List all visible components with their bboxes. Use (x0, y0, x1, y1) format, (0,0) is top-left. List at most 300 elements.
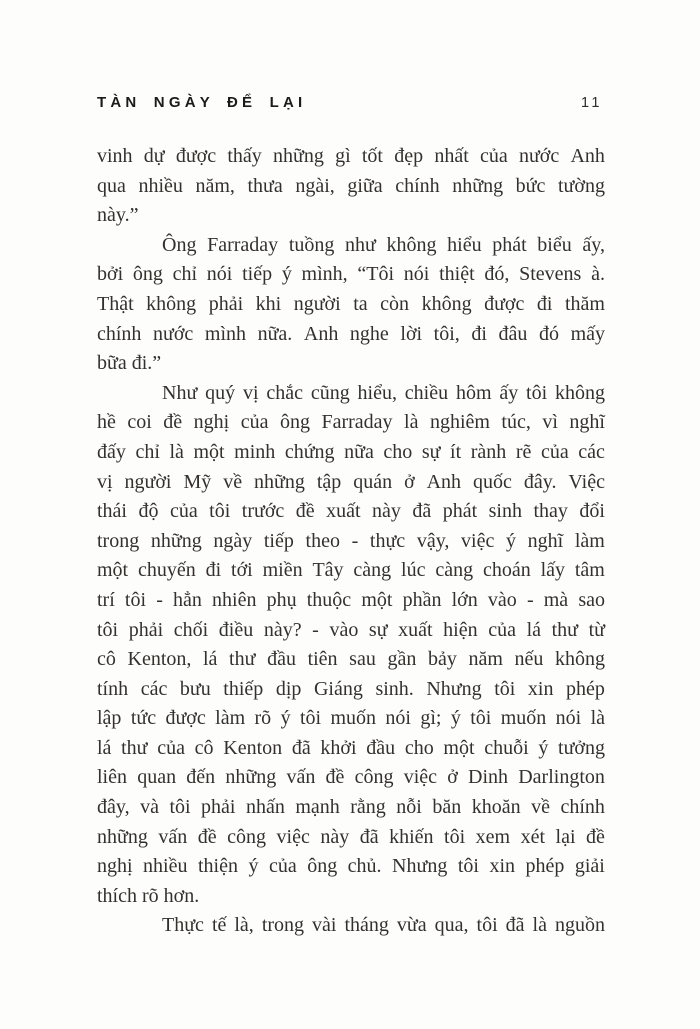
word: tiếp (263, 529, 294, 552)
word: thiện (197, 855, 238, 878)
word: - (156, 588, 163, 611)
word: sinh (488, 500, 522, 523)
word: tập (316, 470, 342, 493)
word: công (354, 766, 394, 789)
word: tiếp (242, 263, 273, 286)
word: chứng (284, 440, 335, 463)
word: hề (97, 411, 116, 434)
word: quốc (473, 470, 512, 493)
word: người (293, 292, 341, 315)
text-line (97, 556, 605, 586)
word: việc (461, 529, 495, 552)
word: là (169, 440, 184, 463)
word: đã (505, 914, 525, 937)
word: nói (555, 707, 582, 730)
word: muốn (500, 707, 547, 730)
word: thăm (564, 292, 605, 315)
text-line (97, 793, 605, 823)
word: nói (206, 263, 233, 286)
word: Kenton (223, 736, 283, 759)
word: lại (555, 825, 576, 848)
word: tôi (169, 796, 191, 819)
word: thấy (227, 145, 262, 167)
word: càng (435, 559, 474, 582)
word: ý (280, 707, 291, 730)
word: chiều (404, 381, 449, 404)
word: giữa (347, 174, 383, 197)
word: những (254, 470, 305, 493)
word: là (532, 914, 547, 937)
word: phải (201, 796, 236, 819)
text-line (97, 231, 605, 261)
word: phát (442, 500, 478, 523)
word: ý (538, 736, 549, 759)
word: những (97, 825, 148, 848)
word: các (578, 440, 605, 463)
word: ta (353, 292, 368, 315)
word: ấy, (582, 233, 605, 256)
word: Darlington (518, 766, 605, 789)
word: Stevens (519, 263, 582, 286)
word: sao (578, 588, 605, 611)
word: tôi, (433, 322, 460, 345)
word: được (484, 292, 525, 315)
word: việc (403, 766, 438, 789)
word: đề (295, 500, 315, 523)
word: tưởng (558, 736, 605, 759)
word: xuất (326, 500, 361, 523)
word: dự (143, 145, 165, 167)
text-line (97, 823, 605, 853)
word: hiểu (447, 233, 482, 256)
word: Nhưng (426, 677, 482, 700)
word: vị (242, 381, 259, 404)
word: là (590, 707, 605, 730)
word: đó (538, 322, 559, 345)
word: nữa (344, 440, 374, 463)
text-line (97, 527, 605, 557)
text-line (97, 704, 605, 734)
word: khởi (320, 736, 357, 759)
word: khoăn (471, 796, 521, 819)
running-title: TÀN NGÀY ĐỂ LẠI (97, 94, 307, 111)
text-line (97, 468, 605, 498)
word: minh (234, 440, 276, 463)
word: Farraday (207, 233, 279, 256)
word: qua (97, 174, 126, 197)
word: của (169, 500, 198, 523)
word: khiến (389, 825, 434, 848)
word: thư (121, 736, 148, 759)
word: ý (506, 529, 516, 552)
word: đổi (579, 500, 605, 523)
text-line (97, 408, 605, 438)
word: làm (215, 707, 246, 730)
text-line (97, 260, 605, 290)
word: vậy, (416, 529, 450, 552)
text-line (97, 497, 605, 527)
text-line (97, 172, 605, 202)
word: nghiêm (429, 411, 490, 434)
word: một (443, 736, 475, 759)
word: hiện (443, 618, 478, 641)
word: gần (387, 648, 417, 671)
word: phần (402, 588, 442, 611)
word: ý (450, 707, 461, 730)
word: đã (359, 825, 379, 848)
word: bức (515, 174, 546, 197)
word: tế (211, 914, 227, 937)
word: choán (482, 559, 531, 582)
text-line (97, 379, 605, 409)
word: ít (450, 440, 462, 463)
word: nhiên (212, 588, 257, 611)
word: được (165, 707, 206, 730)
word: phụ (266, 588, 297, 611)
word: hôm (455, 381, 492, 404)
word: đầu (267, 648, 296, 671)
text-line (97, 852, 605, 882)
word: túc, (501, 411, 531, 434)
word: thư (551, 618, 578, 641)
word: một (361, 588, 393, 611)
word: của (479, 145, 508, 167)
text-line (97, 675, 605, 705)
word: như (345, 233, 376, 256)
word: tôi (444, 825, 466, 848)
word: trí (97, 588, 115, 611)
word: vài (312, 914, 337, 937)
word: liên (97, 766, 127, 789)
word: mình (204, 322, 247, 345)
word: đi (205, 559, 222, 582)
word: xin (527, 677, 554, 700)
word: - (526, 588, 534, 611)
word: một (193, 440, 225, 463)
text-line (97, 142, 605, 172)
word: “Tôi (357, 263, 395, 286)
word: băn (432, 796, 462, 819)
word: hiểu, (357, 381, 397, 404)
word: ý (281, 263, 292, 286)
word: Giáng (313, 677, 363, 700)
word: xuất (398, 618, 433, 641)
word: quan (137, 766, 177, 789)
word: ông (279, 411, 310, 434)
word: vấn (158, 825, 188, 848)
word: ở (404, 470, 415, 493)
word: trong (97, 529, 140, 552)
word: không (555, 381, 605, 404)
word: đi (536, 292, 553, 315)
word: biểu (537, 233, 572, 256)
word: công (227, 825, 267, 848)
word: bảy (427, 648, 457, 671)
word: của (488, 618, 516, 641)
word: đã (291, 736, 311, 759)
word: nghe (349, 322, 389, 345)
word: việc (276, 825, 310, 848)
word: theo (305, 529, 340, 552)
word: Ông (162, 233, 197, 256)
word: à. (591, 263, 605, 286)
page-header (97, 94, 603, 111)
word: đã (412, 500, 432, 523)
word: dịp (275, 677, 302, 700)
word: chính (395, 174, 440, 197)
word: tôi (97, 618, 119, 641)
word: chủ. (347, 855, 382, 878)
word: đi (471, 322, 487, 345)
word: tôi (494, 677, 516, 700)
word: những (225, 766, 277, 789)
text-line (97, 734, 605, 764)
word: của (268, 855, 297, 878)
word: vừa (396, 914, 427, 937)
word: những (452, 174, 504, 197)
word: giải (574, 855, 605, 878)
word: tức (130, 707, 157, 730)
word: tiên (307, 648, 338, 671)
word: thuộc (306, 588, 352, 611)
word: quý (205, 381, 236, 404)
word: chối (173, 618, 209, 641)
word: cũng (310, 381, 350, 404)
word: độ (138, 500, 159, 523)
word: Mỹ (183, 470, 212, 493)
word: bưu (179, 677, 211, 700)
word: mấy (570, 322, 605, 345)
word: thực (369, 529, 406, 552)
word: đấy (97, 440, 126, 463)
word: Anh (426, 470, 462, 493)
word: mà (543, 588, 569, 611)
word: cô (194, 736, 214, 759)
word: phát (492, 233, 527, 256)
word: nghị (97, 855, 133, 878)
word: sự (368, 618, 388, 641)
page-body (97, 142, 605, 941)
word: thư (229, 648, 256, 671)
word: phép (525, 855, 565, 878)
text-line (97, 290, 605, 320)
word: cho (404, 736, 434, 759)
word: cho (383, 440, 413, 463)
text-line (97, 616, 605, 646)
word: nói (403, 263, 430, 286)
word: đẹp (394, 145, 424, 167)
word: nước (153, 322, 194, 345)
text-line (97, 763, 605, 793)
word: thay (533, 500, 568, 523)
word: tới (231, 559, 253, 582)
word: Thực (162, 914, 204, 937)
word: nếu (514, 648, 544, 671)
word: ông (307, 855, 338, 878)
word: tuồng (288, 233, 335, 256)
word: tính (97, 677, 129, 700)
word: về (223, 470, 243, 493)
word: tôi (124, 588, 147, 611)
word: Farraday (321, 411, 393, 434)
word: này (320, 825, 350, 848)
word: thái (97, 500, 127, 523)
word: lớn (451, 588, 478, 611)
word: đến (186, 766, 216, 789)
word: lá (97, 736, 112, 759)
word: tôi (299, 707, 322, 730)
word: chính (97, 322, 142, 345)
word: nhất (434, 145, 469, 167)
word: muốn (330, 707, 376, 730)
word: tâm (574, 559, 605, 582)
word: vinh (97, 145, 133, 167)
word: chuỗi (484, 736, 529, 759)
word: thiệt (439, 263, 475, 286)
word: nỗi (396, 796, 422, 819)
word: vào (329, 618, 359, 641)
word: là (404, 411, 419, 434)
word: chỉ (172, 263, 198, 286)
word: mình, (301, 263, 348, 286)
word: phải (128, 618, 164, 641)
word: đề (586, 825, 605, 848)
word: những (150, 529, 202, 552)
text-line (97, 645, 605, 675)
word: đề (325, 766, 345, 789)
word: cô (97, 648, 116, 671)
word: ngài, (295, 174, 335, 197)
word: nói (385, 707, 411, 730)
word: của (157, 736, 185, 759)
word: tôi (457, 855, 479, 878)
word: là, (234, 914, 254, 937)
word: sau (349, 648, 376, 671)
word: tháng (344, 914, 389, 937)
text-line (97, 438, 605, 468)
word: rằng (350, 796, 386, 819)
word: chắc (266, 381, 303, 404)
word: không (421, 292, 472, 315)
word: Dinh (468, 766, 509, 789)
text-line (97, 911, 605, 941)
word: của (540, 440, 569, 463)
word: xét (520, 825, 546, 848)
text-line (97, 586, 605, 616)
word: sinh. (375, 677, 414, 700)
word: một (97, 559, 129, 582)
text-line (97, 320, 605, 350)
word: không (386, 233, 437, 256)
word: gì (335, 145, 351, 167)
word: rành (470, 440, 507, 463)
word: chính (560, 796, 605, 819)
text-line: bữa đi.” (97, 352, 162, 375)
word: lá (526, 618, 541, 641)
word: ý (248, 855, 259, 878)
word: chuyến (137, 559, 196, 582)
word: điều (218, 618, 254, 641)
word: thưa (247, 174, 283, 197)
word: miền (262, 559, 303, 582)
word: nghĩ (527, 529, 564, 552)
word: làm (574, 529, 605, 552)
word: gì; (420, 707, 442, 730)
word: vì (542, 411, 558, 434)
word: nghĩ (569, 411, 605, 434)
word: nhiều (143, 855, 188, 878)
word: đây, (97, 796, 130, 819)
word: phép (566, 677, 605, 700)
word: những (273, 145, 324, 167)
word: tôi (209, 500, 231, 523)
word: được (175, 145, 217, 167)
word: Thật (97, 292, 134, 315)
word: phải (208, 292, 244, 315)
word: nước (518, 145, 560, 167)
word: Việc (568, 470, 605, 493)
word: tôi (526, 381, 548, 404)
word: của (240, 411, 269, 434)
word: rõ (254, 707, 272, 730)
word: các (140, 677, 168, 700)
word: bởi (97, 263, 124, 286)
word: về (531, 796, 550, 819)
word: không (555, 648, 605, 671)
word: vấn (286, 766, 316, 789)
word: năm (468, 648, 503, 671)
word: không (146, 292, 197, 315)
word: xem (475, 825, 511, 848)
word: ở (447, 766, 458, 789)
word: từ (588, 618, 605, 641)
word: Anh (303, 322, 339, 345)
word: lúc (401, 559, 426, 582)
word: còn (380, 292, 410, 315)
word: Như (162, 381, 198, 404)
word: đề (163, 411, 183, 434)
word: lập (97, 707, 122, 730)
word: sự (421, 440, 441, 463)
word: chỉ (135, 440, 160, 463)
page-number: 11 (580, 95, 603, 111)
word: trong (261, 914, 305, 937)
word: nguồn (554, 914, 605, 937)
word: đâu (498, 322, 528, 345)
word: nữa. (257, 322, 293, 345)
word: nhấn (245, 796, 285, 819)
word: người (124, 470, 172, 493)
word: này? (263, 618, 302, 641)
word: qua, (434, 914, 469, 937)
word: quán (353, 470, 393, 493)
word: vào (487, 588, 517, 611)
text-line: thích rõ hơn. (97, 884, 200, 907)
word: Nhưng (392, 855, 448, 878)
word: đây. (523, 470, 557, 493)
word: nhiều (138, 174, 183, 197)
word: ngày (213, 529, 253, 552)
word: rẽ (515, 440, 532, 463)
word: vị (97, 470, 113, 493)
word: Kenton, (127, 648, 192, 671)
word: coi (127, 411, 152, 434)
word: lời (400, 322, 423, 345)
word: hẳn (173, 588, 202, 611)
word: tường (557, 174, 605, 197)
word: xin (489, 855, 515, 878)
word: càng (353, 559, 392, 582)
